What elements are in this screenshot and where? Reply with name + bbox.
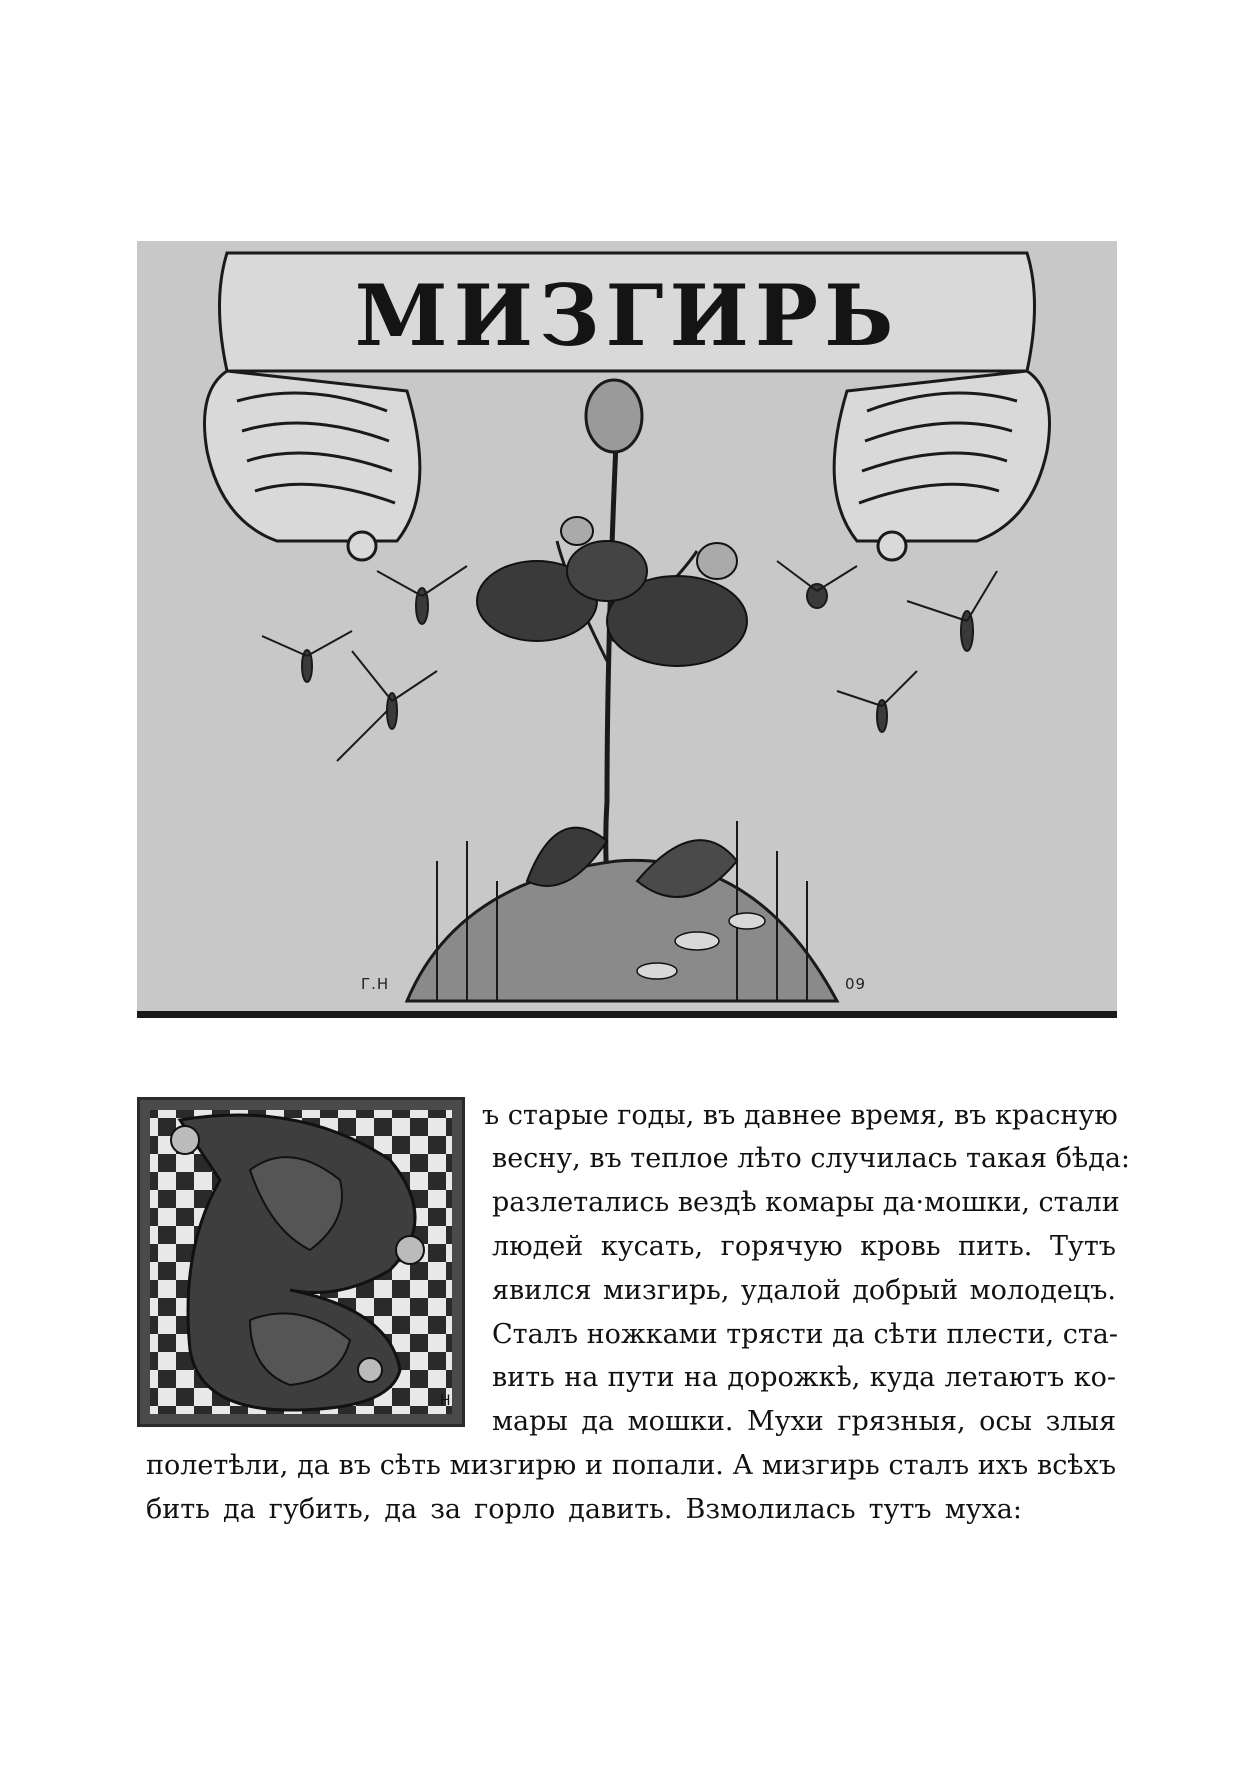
text-line: разлетались вездѣ комары да·мошки, стали: [492, 1187, 1120, 1218]
text-line: мары да мошки. Мухи грязныя, осы злыя: [492, 1406, 1116, 1437]
text-line: полетѣли, да въ сѣть мизгирю и попали. А мизгирь сталъ ихъ всѣхъ: [146, 1450, 1116, 1481]
dropcap-monogram: Н: [440, 1393, 451, 1409]
text-line: ъ старые годы, въ давнее время, въ красную: [482, 1100, 1118, 1131]
text-line: бить да губить, да за горло давить. Взмолилась тутъ муха:: [146, 1494, 1022, 1525]
grassy-hill-icon: [407, 821, 837, 1001]
text-line: вить на пути на дорожкѣ, куда летаютъ ко-: [492, 1362, 1116, 1393]
text-line: весну, въ теплое лѣто случилась такая бѣда:: [492, 1143, 1131, 1174]
text-line: явился мизгирь, удалой добрый молодецъ.: [492, 1275, 1116, 1306]
dropcap-initial: [137, 1097, 465, 1427]
artist-signature: Г.Н: [361, 975, 390, 993]
date-signature: 09: [845, 975, 867, 993]
text-line: Сталъ ножками трясти да сѣти плести, ста-: [492, 1319, 1118, 1350]
dropcap-artwork: [140, 1100, 462, 1424]
headpiece-title: МИЗГИРЬ: [354, 266, 900, 365]
headpiece-illustration: [137, 241, 1117, 1018]
text-line: людей кусать, горячую кровь пить. Тутъ: [492, 1231, 1116, 1262]
